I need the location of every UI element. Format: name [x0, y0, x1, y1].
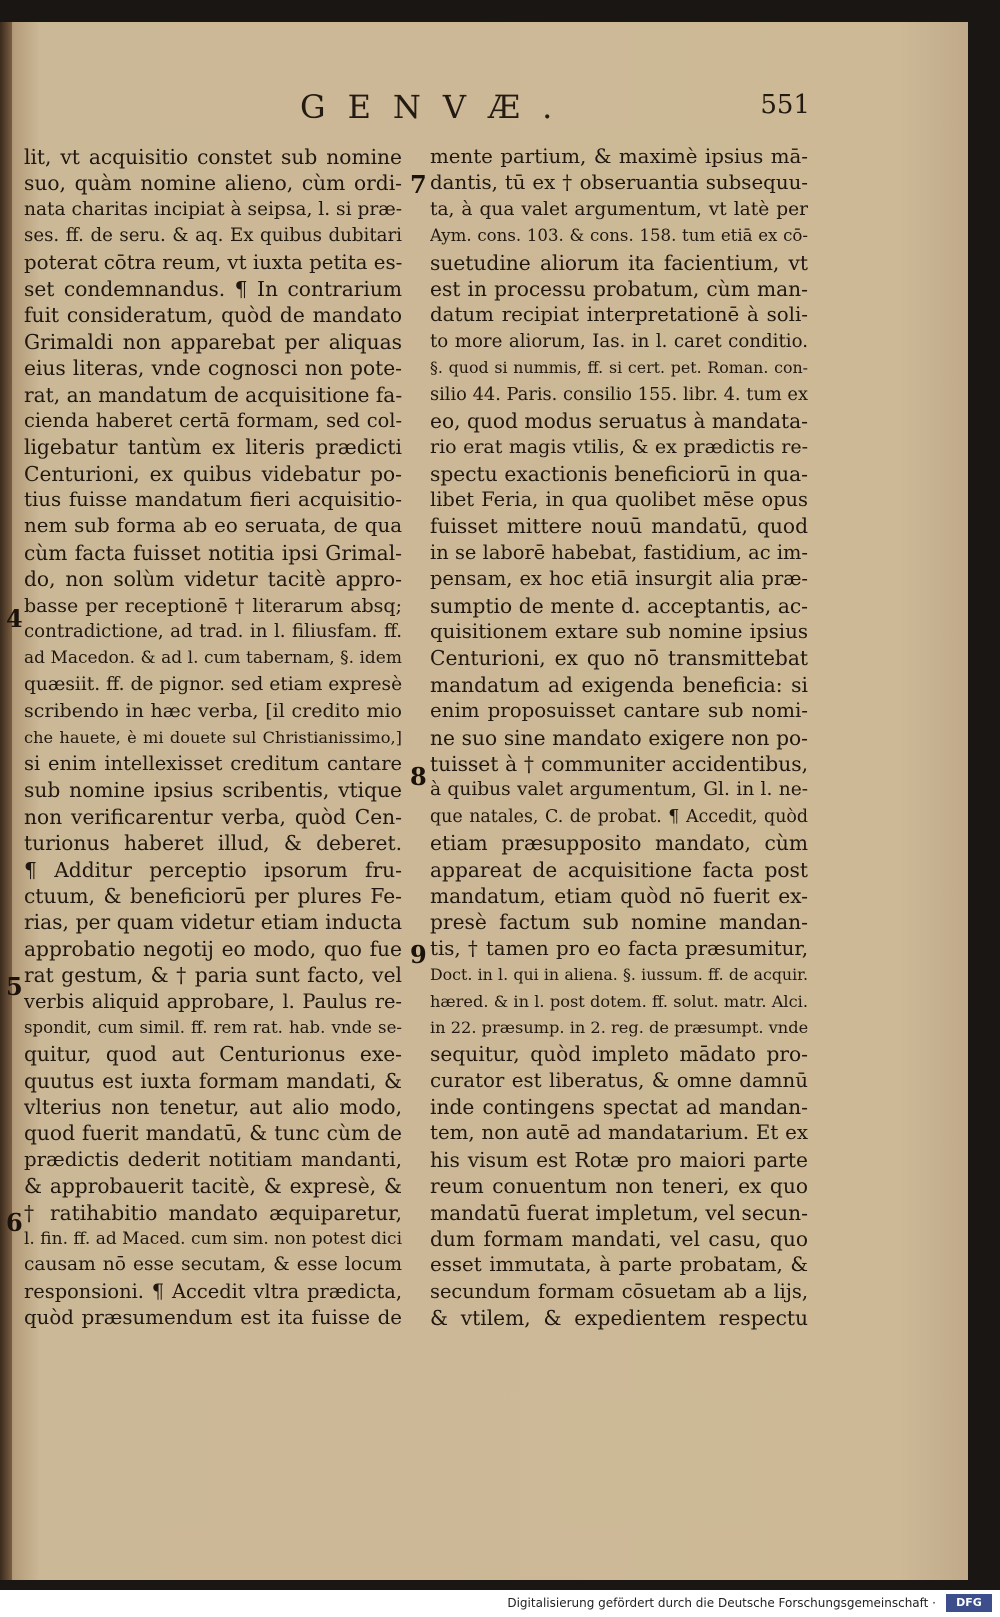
- text-line: his visum est Rotæ pro maiori parte: [430, 1147, 808, 1172]
- text-line: quutus est iuxta formam mandati, &: [24, 1068, 402, 1093]
- text-line: est in processu probatum, cùm man-: [430, 276, 808, 301]
- text-line: esset immutata, à parte probatam, &: [430, 1253, 808, 1277]
- text-line: quisitionem extare sub nomine ipsius: [430, 620, 808, 644]
- text-line: nata charitas incipiat à seipsa, l. si præ-: [24, 198, 402, 220]
- text-line: mandatum ad exigenda beneficia: si: [430, 672, 808, 697]
- text-line: cùm facta fuisset notitia ipsi Grimal-: [24, 540, 402, 565]
- text-line: fuisset mittere nouū mandatū, quod: [430, 514, 808, 539]
- text-line: sub nomine ipsius scribentis, vtique: [24, 778, 402, 803]
- digitization-footer: [0, 1590, 1000, 1617]
- text-line: datum recipiat interpretationē à soli-: [430, 303, 808, 327]
- text-line: verbis aliquid approbare, l. Paulus re-: [24, 989, 402, 1013]
- text-line: tis, † tamen pro eo facta præsumitur,: [430, 936, 808, 960]
- text-line: sequitur, quòd impleto mādato pro-: [430, 1042, 808, 1067]
- text-line: Grimaldi non apparebat per aliquas: [24, 329, 402, 354]
- text-line: do, non solùm videtur tacitè appro-: [24, 567, 402, 592]
- text-line: rio erat magis vtilis, & ex prædictis re-: [430, 436, 808, 459]
- text-line: si enim intellexisset creditum cantare: [24, 751, 402, 775]
- margin-number: 5: [6, 972, 23, 1001]
- text-line: quitur, quod aut Centurionus exe-: [24, 1042, 402, 1067]
- text-line: Centurioni, ex quibus videbatur po-: [24, 461, 402, 486]
- text-line: pensam, ex hoc etiā insurgit alia præ-: [430, 567, 808, 591]
- text-line: à quibus valet argumentum, Gl. in l. ne-: [430, 779, 808, 801]
- margin-number: 8: [410, 762, 427, 791]
- text-line: set condemnandus. ¶ In contrarium: [24, 276, 402, 301]
- text-line: eo, quod modus seruatus à mandata-: [430, 408, 808, 433]
- text-line: etiam præsupposito mandato, cùm: [430, 831, 808, 856]
- text-line: appareat de acquisitione facta post: [430, 857, 808, 882]
- text-line: ne suo sine mandato exigere non po-: [430, 725, 808, 750]
- text-line: Aym. cons. 103. & cons. 158. tum etiā ex cō-: [430, 226, 808, 246]
- text-line: ses. ff. de seru. & aq. Ex quibus dubitari: [24, 225, 402, 247]
- text-line: rat, an mandatum de acquisitione fa-: [24, 382, 402, 407]
- text-line: approbatio negotij eo modo, quo fue: [24, 936, 402, 961]
- text-line: nem sub forma ab eo seruata, de qua: [24, 514, 402, 538]
- text-line: contradictione, ad trad. in l. filiusfam. ff.: [24, 621, 402, 643]
- text-line: quòd præsumendum est ita fuisse de: [24, 1306, 402, 1330]
- text-line: & vtilem, & expedientem respectu: [430, 1306, 808, 1331]
- text-line: suetudine aliorum ita facientium, vt: [430, 250, 808, 275]
- margin-number: 7: [410, 170, 427, 199]
- text-line: dum formam mandati, vel casu, quo: [430, 1227, 808, 1252]
- text-line: hæred. & in l. post dotem. ff. solut. matr. Alci.: [430, 991, 808, 1011]
- text-line: ta, à qua valet argumentum, vt latè per: [430, 198, 808, 220]
- text-line: curator est liberatus, & omne damnū: [430, 1068, 808, 1092]
- text-line: mente partium, & maximè ipsius mā-: [430, 145, 808, 168]
- footer-credit-text: Digitalisierung gefördert durch die Deutsche Forschungsgemeinschaft ·: [507, 1596, 936, 1610]
- page-header: [290, 88, 950, 128]
- text-line: l. fin. ff. ad Maced. cum sim. non potest dici: [24, 1229, 402, 1250]
- text-line: † ratihabitio mandato æquiparetur,: [24, 1200, 402, 1225]
- text-line: enim proposuisset cantare sub nomi-: [430, 699, 808, 723]
- text-line: quæsiit. ff. de pignor. sed etiam expresè: [24, 673, 402, 695]
- text-line: responsioni. ¶ Accedit vltra prædicta,: [24, 1279, 402, 1303]
- text-line: ad Macedon. & ad l. cum tabernam, §. idem: [24, 648, 402, 669]
- text-line: silio 44. Paris. consilio 155. libr. 4. tum ex: [430, 383, 808, 405]
- book-page: [0, 22, 968, 1580]
- text-line: rias, per quam videtur etiam inducta: [24, 910, 402, 935]
- text-line: in se laborē habebat, fastidium, ac im-: [430, 540, 808, 564]
- text-line: sumptio de mente d. acceptantis, ac-: [430, 593, 808, 618]
- text-line: prædictis dederit notitiam mandanti,: [24, 1147, 402, 1171]
- text-line: causam nō esse secutam, & esse locum: [24, 1254, 402, 1276]
- text-line: §. quod si nummis, ff. si cert. pet. Roman. con-: [430, 358, 808, 378]
- text-line: ¶ Additur perceptio ipsorum fru-: [24, 857, 402, 882]
- text-line: mandatum, etiam quòd nō fuerit ex-: [430, 883, 808, 908]
- running-title: GENVÆ.: [300, 88, 575, 126]
- text-line: vlterius non tenetur, aut alio modo,: [24, 1095, 402, 1120]
- text-line: to more aliorum, Ias. in l. caret conditio.: [430, 330, 808, 352]
- text-line: tius fuisse mandatum fieri acquisitio-: [24, 488, 402, 512]
- margin-number: 4: [6, 604, 23, 633]
- page-number: 551: [760, 90, 810, 120]
- page-spine-shadow: [0, 22, 12, 1580]
- text-line: dantis, tū ex † obseruantia subsequu-: [430, 171, 808, 195]
- text-line: eius literas, vnde cognosci non pote-: [24, 356, 402, 381]
- dfg-logo: DFG: [946, 1594, 992, 1612]
- text-line: libet Feria, in qua quolibet mēse opus: [430, 488, 808, 512]
- text-line: Doct. in l. qui in aliena. §. iussum. ff. de acquir.: [430, 965, 808, 985]
- text-line: presè factum sub nomine mandan-: [430, 910, 808, 935]
- margin-number: 6: [6, 1208, 23, 1237]
- text-line: suo, quàm nomine alieno, cùm ordi-: [24, 171, 402, 196]
- text-line: ctuum, & beneficiorū per plures Fe-: [24, 883, 402, 908]
- text-line: tem, non autē ad mandatarium. Et ex: [430, 1121, 808, 1145]
- text-line: non verificarentur verba, quòd Cen-: [24, 804, 402, 829]
- text-line: spectu exactionis beneficiorū in qua-: [430, 461, 808, 486]
- text-line: que natales, C. de probat. ¶ Accedit, quòd: [430, 806, 808, 827]
- text-line: lit, vt acquisitio constet sub nomine: [24, 145, 402, 169]
- left-text-column: [24, 144, 402, 1332]
- text-line: cienda haberet certā formam, sed col-: [24, 408, 402, 432]
- right-text-column: [430, 144, 808, 1332]
- margin-number: 9: [410, 940, 427, 969]
- text-line: inde contingens spectat ad mandan-: [430, 1095, 808, 1120]
- text-line: spondit, cum simil. ff. rem rat. hab. vnde se-: [24, 1017, 402, 1037]
- text-line: in 22. præsump. in 2. reg. de præsumpt. vnde: [430, 1017, 808, 1037]
- text-line: secundum formam cōsuetam ab a lijs,: [430, 1279, 808, 1303]
- text-line: reum conuentum non teneri, ex quo: [430, 1174, 808, 1199]
- text-line: poterat cōtra reum, vt iuxta petita es-: [24, 250, 402, 274]
- text-line: turionus haberet illud, & deberet.: [24, 831, 402, 856]
- text-line: quod fuerit mandatū, & tunc cùm de: [24, 1121, 402, 1146]
- text-line: basse per receptionē † literarum absq;: [24, 594, 402, 617]
- text-line: scribendo in hæc verba, [il credito mio: [24, 700, 402, 723]
- text-line: rat gestum, & † paria sunt facto, vel: [24, 963, 402, 988]
- text-line: ligebatur tantùm ex literis prædicti: [24, 435, 402, 460]
- text-line: Centurioni, ex quo nō transmittebat: [430, 646, 808, 671]
- text-line: mandatū fuerat impletum, vel secun-: [430, 1200, 808, 1225]
- text-line: fuit consideratum, quòd de mandato: [24, 303, 402, 328]
- text-line: tuisset à † communiter accidentibus,: [430, 751, 808, 776]
- text-line: che hauete, è mi douete sul Christianissimo,]: [24, 727, 402, 747]
- text-line: & approbauerit tacitè, & expresè, &: [24, 1174, 402, 1199]
